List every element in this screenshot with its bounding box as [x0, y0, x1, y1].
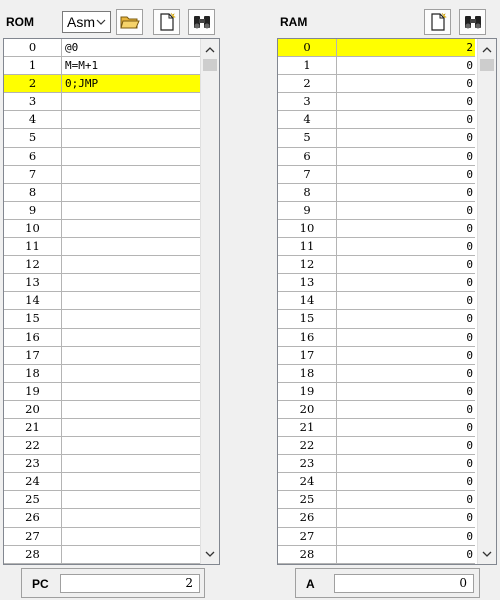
ram-address-cell: 12	[278, 256, 337, 273]
rom-rows	[4, 39, 200, 564]
rom-value-cell[interactable]	[62, 93, 200, 110]
ram-address-cell: 7	[278, 166, 337, 183]
ram-panel	[277, 6, 497, 564]
ram-value-cell[interactable]: 0	[466, 439, 473, 453]
rom-value-cell[interactable]	[62, 202, 200, 219]
rom-value-cell[interactable]	[62, 347, 200, 364]
folder-open-icon	[120, 13, 140, 31]
ram-row[interactable]	[278, 437, 475, 455]
ram-value-cell[interactable]: 0	[466, 348, 473, 362]
rom-address-cell: 21	[4, 419, 62, 436]
rom-address-cell: 15	[4, 310, 62, 327]
rom-row[interactable]	[4, 419, 200, 437]
rom-value-cell[interactable]	[62, 166, 200, 183]
rom-address-cell: 28	[4, 546, 62, 563]
ram-row[interactable]	[278, 220, 475, 238]
rom-row[interactable]	[4, 75, 200, 93]
ram-value-cell[interactable]: 0	[466, 402, 473, 416]
rom-row[interactable]	[4, 528, 200, 546]
ram-value-cell[interactable]: 0	[466, 294, 473, 308]
rom-value-cell[interactable]	[62, 256, 200, 273]
ram-row[interactable]	[278, 329, 475, 347]
rom-row[interactable]	[4, 129, 200, 147]
ram-value-cell[interactable]: 0	[466, 203, 473, 217]
rom-row[interactable]	[4, 274, 200, 292]
rom-value-cell[interactable]	[62, 148, 200, 165]
ram-row[interactable]	[278, 455, 475, 473]
rom-row[interactable]	[4, 437, 200, 455]
ram-value-cell[interactable]: 0	[466, 511, 473, 525]
rom-address-cell: 14	[4, 292, 62, 309]
rom-row[interactable]	[4, 166, 200, 184]
ram-address-cell: 6	[278, 148, 337, 165]
chevron-up-icon[interactable]	[478, 41, 496, 58]
rom-address-cell: 20	[4, 401, 62, 418]
rom-value-cell[interactable]	[62, 238, 200, 255]
rom-row[interactable]	[4, 473, 200, 491]
rom-format-select[interactable]	[62, 11, 111, 33]
binoculars-icon	[192, 13, 212, 31]
rom-address-cell: 0	[4, 39, 62, 56]
rom-address-cell: 24	[4, 473, 62, 490]
ram-value-cell[interactable]: 0	[466, 77, 473, 91]
rom-row[interactable]	[4, 57, 200, 75]
ram-address-cell: 24	[278, 473, 337, 490]
ram-address-cell: 23	[278, 455, 337, 472]
ram-row[interactable]	[278, 256, 475, 274]
ram-value-cell[interactable]: 0	[466, 457, 473, 471]
ram-address-cell: 5	[278, 129, 337, 146]
ram-address-cell: 11	[278, 238, 337, 255]
ram-value-cell[interactable]: 0	[466, 221, 473, 235]
rom-row[interactable]	[4, 329, 200, 347]
rom-scroll-thumb[interactable]	[203, 59, 217, 71]
rom-row[interactable]	[4, 310, 200, 328]
ram-row[interactable]	[278, 528, 475, 546]
ram-address-cell: 13	[278, 274, 337, 291]
rom-value-cell[interactable]	[62, 274, 200, 291]
rom-title: ROM	[6, 15, 34, 29]
rom-row[interactable]	[4, 93, 200, 111]
ram-table[interactable]	[277, 38, 497, 565]
ram-row[interactable]	[278, 274, 475, 292]
ram-address-cell: 17	[278, 347, 337, 364]
ram-row[interactable]	[278, 491, 475, 509]
rom-address-cell: 3	[4, 93, 62, 110]
rom-address-cell: 27	[4, 528, 62, 545]
rom-row[interactable]	[4, 148, 200, 166]
new-document-icon	[158, 12, 176, 32]
ram-address-cell: 0	[278, 39, 337, 56]
a-register	[295, 568, 480, 598]
rom-address-cell: 23	[4, 455, 62, 472]
ram-row[interactable]	[278, 148, 475, 166]
rom-address-cell: 4	[4, 111, 62, 128]
ram-value-cell[interactable]: 0	[466, 258, 473, 272]
rom-address-cell: 16	[4, 329, 62, 346]
ram-address-cell: 10	[278, 220, 337, 237]
rom-address-cell: 26	[4, 509, 62, 526]
ram-address-cell: 14	[278, 292, 337, 309]
ram-value-cell[interactable]: 0	[466, 420, 473, 434]
binoculars-icon	[463, 13, 483, 31]
rom-value-cell[interactable]	[62, 455, 200, 472]
rom-new-button[interactable]	[153, 9, 180, 35]
pc-value-field[interactable]: 2	[60, 574, 200, 593]
ram-value-cell[interactable]: 0	[466, 276, 473, 290]
rom-address-cell: 22	[4, 437, 62, 454]
ram-row[interactable]	[278, 310, 475, 328]
ram-value-cell[interactable]: 0	[466, 475, 473, 489]
rom-row[interactable]	[4, 365, 200, 383]
ram-row[interactable]	[278, 93, 475, 111]
ram-row[interactable]	[278, 292, 475, 310]
a-value-field[interactable]: 0	[334, 574, 474, 593]
rom-value-cell[interactable]	[62, 509, 200, 526]
rom-value-cell[interactable]	[62, 111, 200, 128]
ram-address-cell: 18	[278, 365, 337, 382]
rom-load-button[interactable]	[116, 9, 143, 35]
rom-row[interactable]	[4, 256, 200, 274]
ram-address-cell: 22	[278, 437, 337, 454]
rom-value-cell[interactable]	[62, 383, 200, 400]
ram-rows	[278, 39, 475, 564]
ram-value-cell[interactable]: 0	[466, 95, 473, 109]
ram-row[interactable]	[278, 509, 475, 527]
ram-value-cell[interactable]: 0	[466, 312, 473, 326]
rom-row[interactable]	[4, 220, 200, 238]
ram-address-cell: 1	[278, 57, 337, 74]
ram-row[interactable]	[278, 238, 475, 256]
rom-row[interactable]	[4, 546, 200, 564]
ram-value-cell[interactable]: 0	[466, 547, 473, 561]
ram-title: RAM	[280, 15, 308, 29]
ram-address-cell: 28	[278, 546, 337, 563]
ram-new-button[interactable]	[424, 9, 451, 35]
ram-value-cell[interactable]: 0	[466, 330, 473, 344]
rom-header	[3, 6, 220, 36]
rom-row[interactable]	[4, 455, 200, 473]
rom-address-cell: 18	[4, 365, 62, 382]
ram-row[interactable]	[278, 111, 475, 129]
rom-value-cell[interactable]	[62, 220, 200, 237]
ram-row[interactable]	[278, 419, 475, 437]
rom-address-cell: 1	[4, 57, 62, 74]
ram-value-cell[interactable]: 0	[466, 59, 473, 73]
ram-address-cell: 26	[278, 509, 337, 526]
rom-row[interactable]	[4, 347, 200, 365]
ram-value-cell[interactable]: 0	[466, 167, 473, 181]
rom-row[interactable]	[4, 383, 200, 401]
chevron-down-icon	[95, 15, 107, 32]
ram-row[interactable]	[278, 383, 475, 401]
ram-row[interactable]	[278, 39, 475, 57]
rom-address-cell: 11	[4, 238, 62, 255]
rom-value-cell[interactable]	[62, 292, 200, 309]
rom-value-cell[interactable]	[62, 365, 200, 382]
rom-row[interactable]	[4, 39, 200, 57]
ram-row[interactable]	[278, 166, 475, 184]
ram-address-cell: 3	[278, 93, 337, 110]
ram-address-cell: 21	[278, 419, 337, 436]
rom-address-cell: 9	[4, 202, 62, 219]
ram-address-cell: 15	[278, 310, 337, 327]
rom-address-cell: 8	[4, 184, 62, 201]
rom-value-cell[interactable]	[62, 528, 200, 545]
ram-address-cell: 27	[278, 528, 337, 545]
rom-value-cell[interactable]	[62, 129, 200, 146]
rom-value-cell[interactable]	[62, 437, 200, 454]
ram-row[interactable]	[278, 473, 475, 491]
rom-address-cell: 2	[4, 75, 62, 92]
ram-value-cell[interactable]: 0	[466, 185, 473, 199]
ram-address-cell: 4	[278, 111, 337, 128]
rom-table[interactable]	[3, 38, 220, 565]
chevron-down-icon[interactable]	[478, 545, 496, 562]
ram-value-cell[interactable]: 0	[466, 240, 473, 254]
ram-find-button[interactable]	[459, 9, 486, 35]
rom-row[interactable]	[4, 238, 200, 256]
rom-value-cell[interactable]	[62, 473, 200, 490]
ram-value-cell[interactable]: 0	[466, 493, 473, 507]
pc-register	[21, 568, 205, 598]
rom-find-button[interactable]	[188, 9, 215, 35]
ram-row[interactable]	[278, 546, 475, 564]
ram-address-cell: 8	[278, 184, 337, 201]
ram-value-cell[interactable]: 0	[466, 366, 473, 380]
rom-address-cell: 5	[4, 129, 62, 146]
rom-value-cell[interactable]	[62, 310, 200, 327]
ram-value-cell[interactable]: 2	[337, 39, 475, 56]
ram-address-cell: 16	[278, 329, 337, 346]
rom-address-cell: 17	[4, 347, 62, 364]
rom-row[interactable]	[4, 401, 200, 419]
rom-value-cell[interactable]: @0	[65, 41, 79, 54]
ram-address-cell: 2	[278, 75, 337, 92]
ram-header	[277, 6, 497, 36]
rom-scrollbar[interactable]	[200, 39, 219, 564]
ram-row[interactable]	[278, 347, 475, 365]
ram-row[interactable]	[278, 75, 475, 93]
chevron-up-icon[interactable]	[201, 41, 219, 58]
ram-row[interactable]	[278, 401, 475, 419]
rom-address-cell: 25	[4, 491, 62, 508]
a-label: A	[306, 577, 315, 591]
rom-address-cell: 19	[4, 383, 62, 400]
rom-address-cell: 12	[4, 256, 62, 273]
ram-address-cell: 20	[278, 401, 337, 418]
ram-row[interactable]	[278, 184, 475, 202]
ram-value-cell[interactable]: 0	[466, 384, 473, 398]
ram-value-cell[interactable]: 0	[466, 113, 473, 127]
rom-value-cell[interactable]: M=M+1	[65, 59, 99, 73]
rom-value-cell[interactable]: 0;JMP	[62, 75, 200, 92]
rom-value-cell[interactable]	[62, 546, 200, 563]
rom-value-cell[interactable]	[62, 329, 200, 346]
rom-row[interactable]	[4, 202, 200, 220]
rom-row[interactable]	[4, 292, 200, 310]
ram-row[interactable]	[278, 57, 475, 75]
rom-value-cell[interactable]	[62, 184, 200, 201]
ram-address-cell: 9	[278, 202, 337, 219]
rom-value-cell[interactable]	[62, 419, 200, 436]
rom-address-cell: 6	[4, 148, 62, 165]
ram-row[interactable]	[278, 365, 475, 383]
ram-scroll-thumb[interactable]	[480, 59, 494, 71]
rom-row[interactable]	[4, 509, 200, 527]
ram-row[interactable]	[278, 129, 475, 147]
rom-address-cell: 10	[4, 220, 62, 237]
ram-scrollbar[interactable]	[477, 39, 496, 564]
ram-value-cell[interactable]: 0	[466, 149, 473, 163]
rom-row[interactable]	[4, 184, 200, 202]
pc-label: PC	[32, 577, 49, 591]
new-document-icon	[429, 12, 447, 32]
chevron-down-icon[interactable]	[201, 545, 219, 562]
rom-format-value: Asm	[67, 14, 95, 30]
rom-address-cell: 7	[4, 166, 62, 183]
rom-value-cell[interactable]	[62, 491, 200, 508]
ram-address-cell: 19	[278, 383, 337, 400]
rom-row[interactable]	[4, 491, 200, 509]
rom-row[interactable]	[4, 111, 200, 129]
ram-row[interactable]	[278, 202, 475, 220]
rom-value-cell[interactable]	[62, 401, 200, 418]
rom-panel	[3, 6, 220, 564]
rom-address-cell: 13	[4, 274, 62, 291]
ram-value-cell[interactable]: 0	[466, 529, 473, 543]
ram-address-cell: 25	[278, 491, 337, 508]
ram-value-cell[interactable]: 0	[466, 131, 473, 145]
